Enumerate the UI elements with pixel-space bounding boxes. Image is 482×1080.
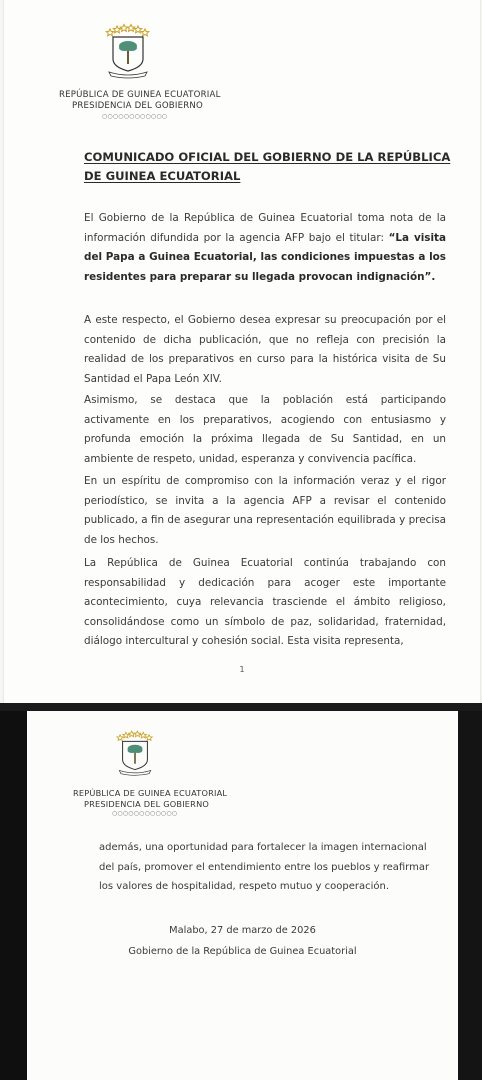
paragraph-4: En un espíritu de compromiso con la información veraz y el rigor periodístico, se invita a la agencia AFP a revisar el contenido publicado, a fin de asegurar una representación equilibrada y precisa de los hechos. — [84, 475, 446, 546]
page-number: 1 — [239, 665, 245, 674]
coat-of-arms-icon — [111, 729, 159, 777]
paragraph-1-headline: “La visita del Papa a Guinea Ecuatorial, las condiciones impuestas a los residentes para preparar su llegada provocan indignación” — [84, 231, 447, 283]
document-page-2 — [27, 711, 458, 1080]
paragraph-3: Asimismo, se destaca que la población está participando activamente en los preparativos, acogiendo con entusiasmo y profunda emoción la próxima llegada de Su Santidad, en un ambiente de respeto, unidad, esperanza y convivencia pacífica. — [84, 394, 446, 465]
header-dots: ○○○○○○○○○○○○ — [102, 113, 168, 120]
page-gap — [0, 703, 482, 711]
coat-of-arms-icon — [99, 22, 157, 80]
document-page-1 — [4, 0, 480, 703]
paragraph-1-end: . — [431, 270, 436, 283]
background-edge-right — [458, 711, 482, 1080]
paragraph-1-intro: El Gobierno de la República de Guinea Ecuatorial toma nota de la información difundida por la agencia AFP bajo el titular: — [84, 212, 446, 244]
header-office: PRESIDENCIA DEL GOBIERNO — [72, 101, 204, 111]
header-country: REPÚBLICA DE GUINEA ECUATORIAL — [73, 788, 228, 798]
document-title: COMUNICADO OFICIAL DEL GOBIERNO DE LA REPÚBLICA DE GUINEA ECUATORIAL — [84, 150, 451, 183]
header-country: REPÚBLICA DE GUINEA ECUATORIAL — [59, 90, 221, 100]
place-and-date: Malabo, 27 de marzo de 2026 — [169, 925, 316, 936]
paragraph-continuation: además, una oportunidad para fortalecer la imagen internacional del país, promover el entendimiento entre los pueblos y reafirmar los valores de hospitalidad, respeto mutuo y cooperación. — [99, 842, 430, 892]
header-office: PRESIDENCIA DEL GOBIERNO — [84, 799, 210, 809]
paragraph-2: A este respecto, el Gobierno desea expresar su preocupación por el contenido de dicha publicación, que no refleja con precisión la realidad de los preparativos en curso para la histórica visita de Su Santidad el Papa León XIV. — [84, 314, 446, 385]
background-edge-left — [0, 711, 27, 1080]
paragraph-5: La República de Guinea Ecuatorial continúa trabajando con responsabilidad y dedicación para acoger este importante acontecimiento, cuya relevancia trasciende el ámbito religioso, consolidándose como un símbolo de paz, solidaridad, fraternidad, diálogo intercultural y cohesión social. Esta visita representa, — [84, 557, 446, 648]
header-dots: ○○○○○○○○○○○○ — [112, 810, 178, 817]
paragraph-1 — [84, 209, 446, 287]
signature-line: Gobierno de la República de Guinea Ecuatorial — [128, 946, 357, 957]
